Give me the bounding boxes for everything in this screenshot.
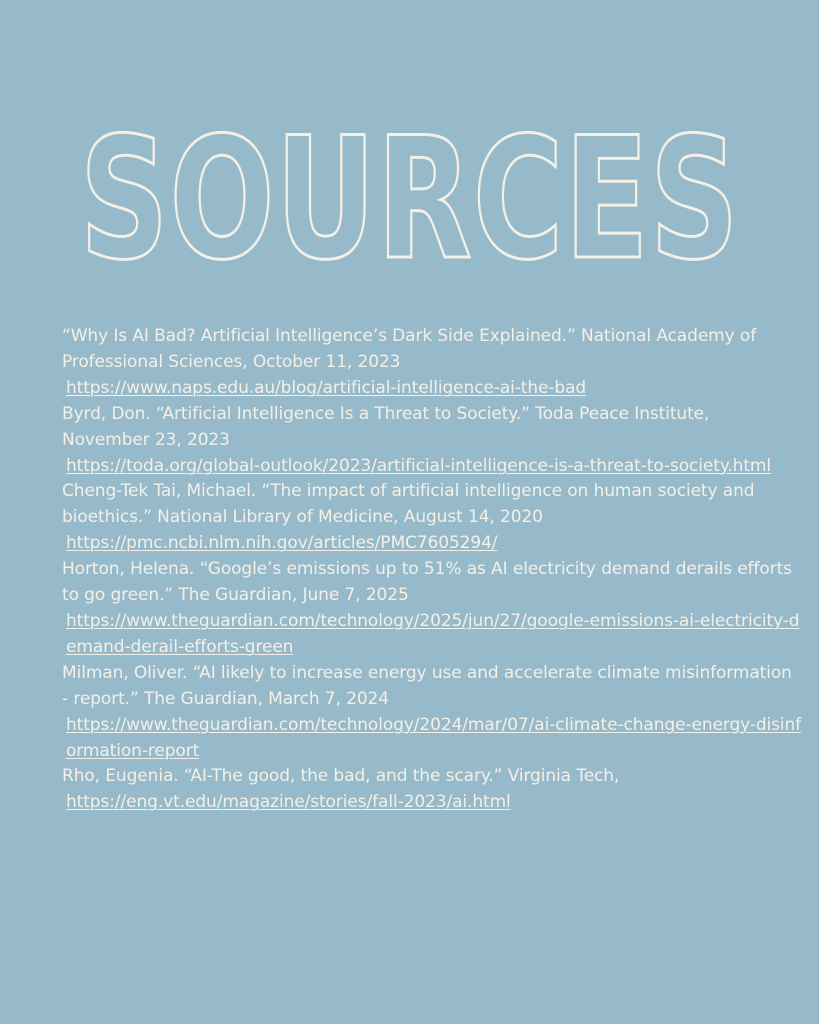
page-title-graphic bbox=[0, 118, 819, 278]
source-link[interactable]: https://pmc.ncbi.nlm.nih.gov/articles/PMC7605294/ bbox=[66, 533, 498, 554]
source-link[interactable]: https://toda.org/global-outlook/2023/artificial-intelligence-is-a-threat-to-society.html bbox=[66, 455, 771, 476]
source-citation: Byrd, Don. “Artificial Intelligence Is a Threat to Society.” Toda Peace Institute, November 23, 2023 bbox=[62, 403, 710, 450]
source-entry bbox=[62, 479, 802, 557]
source-entry bbox=[62, 661, 802, 765]
source-citation: “Why Is AI Bad? Artificial Intelligence’s Dark Side Explained.” National Academy of Professional Sciences, October 11, 2023 bbox=[62, 326, 757, 372]
source-link[interactable]: https://www.theguardian.com/technology/2025/jun/27/google-emissions-ai-electricity-demand-derail-efforts-green bbox=[66, 610, 800, 657]
source-link[interactable]: https://eng.vt.edu/magazine/stories/fall-2023/ai.html bbox=[66, 792, 511, 813]
source-entry bbox=[62, 402, 802, 480]
source-citation: Cheng-Tek Tai, Michael. “The impact of artificial intelligence on human society and bioethics.” National Library of Medicine, August 14, 2020 bbox=[62, 481, 755, 528]
source-link[interactable]: https://www.naps.edu.au/blog/artificial-intelligence-ai-the-bad bbox=[66, 377, 587, 398]
page-title bbox=[0, 118, 819, 278]
source-entry bbox=[62, 324, 802, 402]
source-link[interactable]: https://www.theguardian.com/technology/2024/mar/07/ai-climate-change-energy-disinformation-report bbox=[66, 714, 802, 761]
page-title-text: SOURCES bbox=[79, 118, 740, 278]
sources-list bbox=[62, 324, 802, 816]
source-citation: Milman, Oliver. “AI likely to increase energy use and accelerate climate misinformation - report.” The Guardian, March 7, 2024 bbox=[62, 662, 792, 709]
source-entry bbox=[62, 764, 802, 816]
source-entry bbox=[62, 557, 802, 661]
source-citation: Rho, Eugenia. “AI-The good, the bad, and the scary.” Virginia Tech, bbox=[62, 766, 620, 787]
source-citation: Horton, Helena. “Google’s emissions up to 51% as AI electricity demand derails efforts to go green.” The Guardian, June 7, 2025 bbox=[62, 559, 792, 606]
